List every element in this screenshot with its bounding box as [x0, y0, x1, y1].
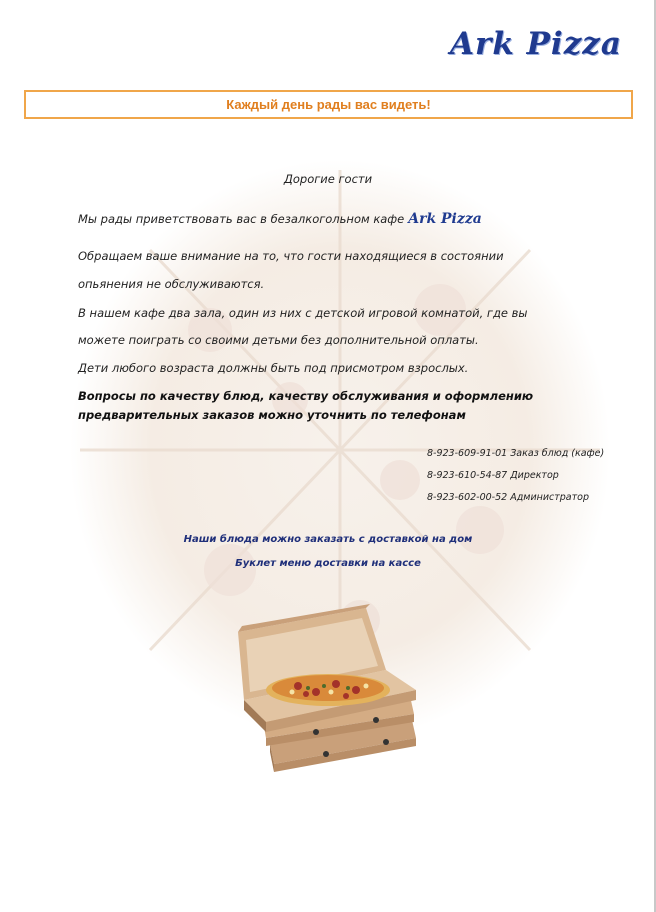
phone-director: 8-923-610-54-87 Директор: [427, 470, 559, 481]
notice-line-1: Обращаем ваше внимание на то, что гости находящиеся в состоянии: [78, 249, 504, 263]
phone-administrator: 8-923-602-00-52 Администратор: [427, 492, 589, 503]
greeting-heading: Дорогие гости: [283, 172, 373, 186]
banner-text: Каждый день рады вас видеть!: [226, 97, 431, 112]
delivery-line-1: Наши блюда можно заказать с доставкой на дом: [183, 534, 473, 545]
welcome-line: [78, 211, 482, 227]
halls-line-1: В нашем кафе два зала, один из них с детской игровой комнатой, где вы: [78, 306, 528, 320]
phone-orders: 8-923-609-91-01 Заказ блюд (кафе): [427, 448, 605, 459]
questions-line-2: предварительных заказов можно уточнить по телефонам: [78, 408, 466, 422]
notice-line-2: опьянения не обслуживаются.: [78, 277, 265, 291]
halls-line-2: можете поиграть со своими детьми без дополнительной оплаты.: [78, 333, 479, 347]
brand-logo: Ark Pizza: [449, 26, 622, 62]
welcome-text: Мы рады приветствовать вас в безалкогольном кафе: [78, 212, 405, 226]
welcome-banner: [24, 90, 633, 119]
inline-brand-logo: Ark Pizza: [408, 211, 482, 227]
questions-line-1: Вопросы по качеству блюд, качеству обслуживания и оформлению: [78, 389, 534, 403]
delivery-line-2: Буклет меню доставки на кассе: [235, 558, 421, 569]
children-line: Дети любого возраста должны быть под присмотром взрослых.: [78, 361, 469, 375]
pizza-box-image: [236, 604, 422, 782]
